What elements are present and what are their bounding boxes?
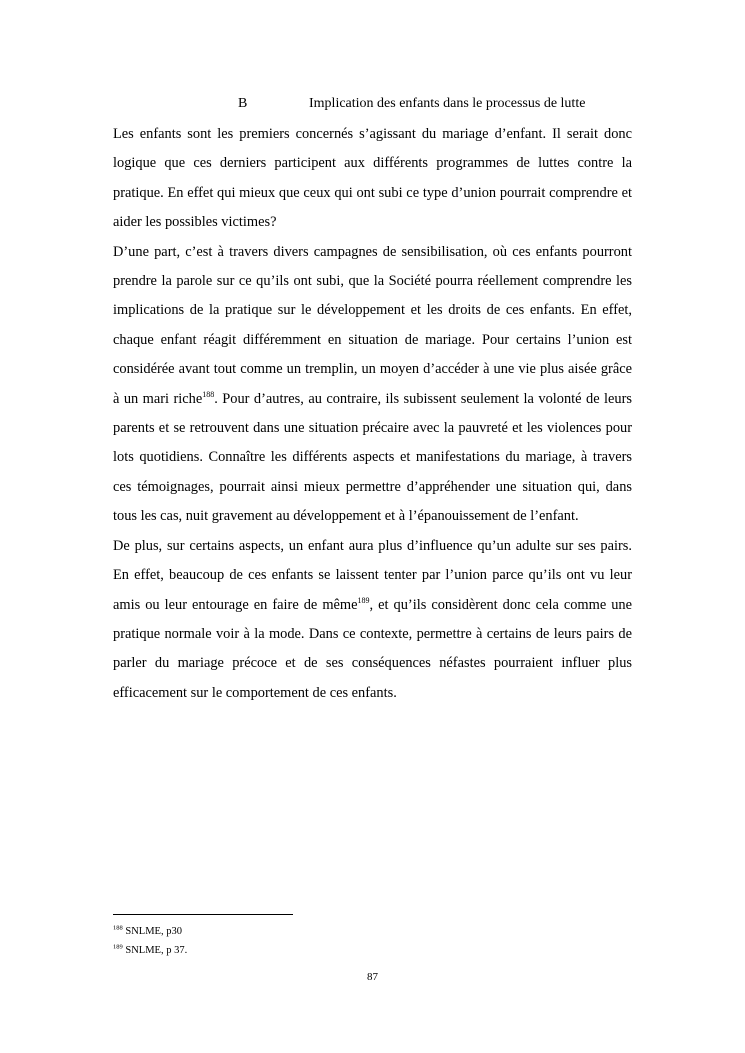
- body-text: [113, 120, 632, 708]
- footnotes: [113, 922, 513, 960]
- paragraph-1: [113, 120, 632, 238]
- paragraph-2-text-before: D’une part, c’est à travers divers campagnes de sensibilisation, où ces enfants pourront prendre la parole sur ce qu’ils ont subi, que la Société pourra réellement comprendre les implications de la pratique sur le développement et les droits de ces enfants. En effet, chaque enfant réagit différemment en situation de mariage. Pour certains l’union est considérée avant tout comme un tremplin, un moyen d’accéder à une vie plus aisée grâce à un mari riche: [113, 243, 632, 407]
- footnote-text: SNLME, p30: [122, 926, 182, 937]
- footnote-ref-188[interactable]: 188: [202, 389, 215, 399]
- footnote-number: 188: [113, 924, 123, 932]
- footnote-189: [113, 941, 513, 960]
- paragraph-2-text-after: . Pour d’autres, au contraire, ils subissent seulement la volonté de leurs parents et se retrouvent dans une situation précaire avec la pauvreté et les violences pour lots quotidiens. Connaître les différents aspects et manifestations du mariage, à travers ces témoignages, pourrait ainsi mieux permettre d’appréhender une situation qui, dans tous les cas, nuit gravement au développement et à l’épanouissement de l’enfant.: [113, 390, 633, 525]
- paragraph-3: [113, 532, 632, 708]
- footnote-separator: [113, 914, 293, 915]
- section-letter: B: [238, 96, 248, 111]
- page-number: 87: [367, 971, 378, 983]
- paragraph-3-text-before: De plus, sur certains aspects, un enfant aura plus d’influence qu’un adulte sur ses pairs. En effet, beaucoup de ces enfants se laissent tenter par l’union parce qu’ils ont vu leur amis ou leur entourage en faire de même: [113, 537, 632, 613]
- section-heading: [0, 95, 745, 113]
- footnote-number: 189: [113, 943, 123, 951]
- section-title: Implication des enfants dans le processus de lutte: [309, 96, 586, 111]
- paragraph-3-text-after: , et qu’ils considèrent donc cela comme une pratique normale voir à la mode. Dans ce contexte, permettre à certains de leurs pairs de parler du mariage précoce et de ses conséquences néfastes pourraient influer plus efficacement sur le comportement de ces enfants.: [113, 596, 632, 701]
- footnote-text: SNLME, p 37.: [122, 945, 188, 956]
- footnote-188: [113, 922, 513, 941]
- paragraph-1-text: Les enfants sont les premiers concernés s’agissant du mariage d’enfant. Il serait donc logique que ces derniers participent aux différents programmes de luttes contre la pratique. En effet qui mieux que ceux qui ont subi ce type d’union pourrait comprendre et aider les possibles victimes?: [113, 126, 632, 231]
- footnote-ref-189[interactable]: 189: [357, 595, 370, 605]
- paragraph-2: [113, 238, 632, 532]
